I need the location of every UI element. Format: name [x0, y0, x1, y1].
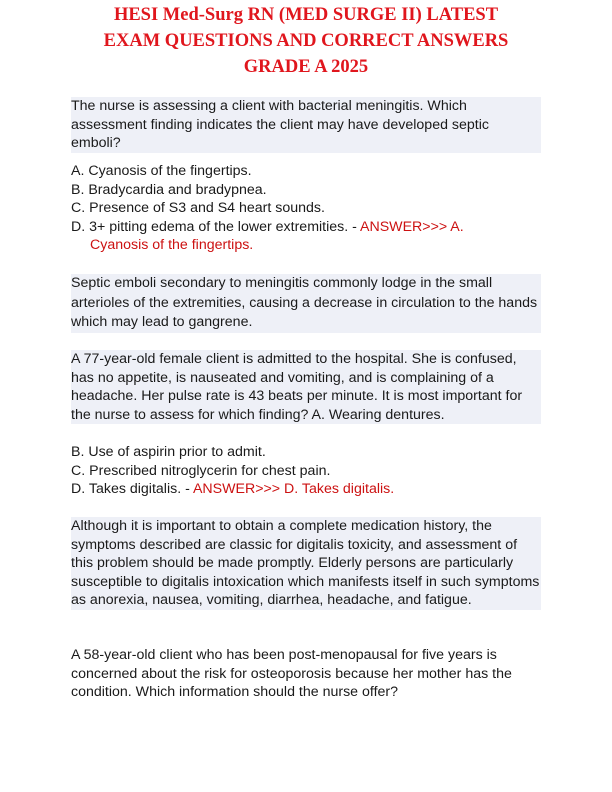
title-line-2: EXAM QUESTIONS AND CORRECT ANSWERS [103, 31, 509, 51]
document-title [60, 2, 552, 80]
answer-line-2: Cyanosis of the fingertips. [90, 237, 254, 253]
question-2-rationale: Although it is important to obtain a complete medication history, the symptoms described are classic for digitalis toxicity, and assessment of this problem should be made promptly. Elderly persons are particularly susceptible to digitalis intoxication which manifests itself in such symptoms as anorexia, nausea, vomiting, diarrhea, headache, and fatigue. [71, 518, 540, 608]
title-line-3: GRADE A 2025 [243, 57, 369, 77]
answer-line-1: ANSWER>>> A. [360, 218, 464, 235]
option-c: C. Prescribed nitroglycerin for chest pain. [71, 462, 331, 479]
question-1-rationale: Septic emboli secondary to meningitis commonly lodge in the small arterioles of the extremities, causing a decrease in circulation to the hands which may lead to gangrene. [71, 274, 541, 333]
option-d-text: D. Takes digitalis. - [71, 481, 193, 497]
option-a: A. Cyanosis of the fingertips. [71, 163, 252, 179]
option-d [71, 480, 541, 499]
question-1-options [71, 162, 541, 255]
question-1-stem: The nurse is assessing a client with bacterial meningitis. Which assessment finding indicates the client may have developed septic emboli? [71, 97, 541, 153]
question-2-stem: A 77-year-old female client is admitted to the hospital. She is confused, has no appetite, is nauseated and vomiting, and is complaining of a headache. Her pulse rate is 43 beats per minute. It is most important for the nurse to assess for which finding? A. Wearing dentures. [71, 350, 541, 424]
option-d-text: D. 3+ pitting edema of the lower extremities. - [71, 218, 361, 235]
title-line-1: HESI Med-Surg RN (MED SURGE II) LATEST [113, 5, 499, 25]
question-3-stem: A 58-year-old client who has been post-menopausal for five years is concerned about the risk for osteoporosis because her mother has the condition. Which information should the nurse offer? [71, 647, 512, 700]
question-2-options [71, 443, 541, 499]
answer: ANSWER>>> D. Takes digitalis. [192, 481, 395, 497]
option-b: B. Use of aspirin prior to admit. [71, 444, 266, 460]
option-c: C. Presence of S3 and S4 heart sounds. [71, 200, 325, 216]
option-d [71, 218, 541, 237]
option-b: B. Bradycardia and bradypnea. [71, 181, 267, 198]
